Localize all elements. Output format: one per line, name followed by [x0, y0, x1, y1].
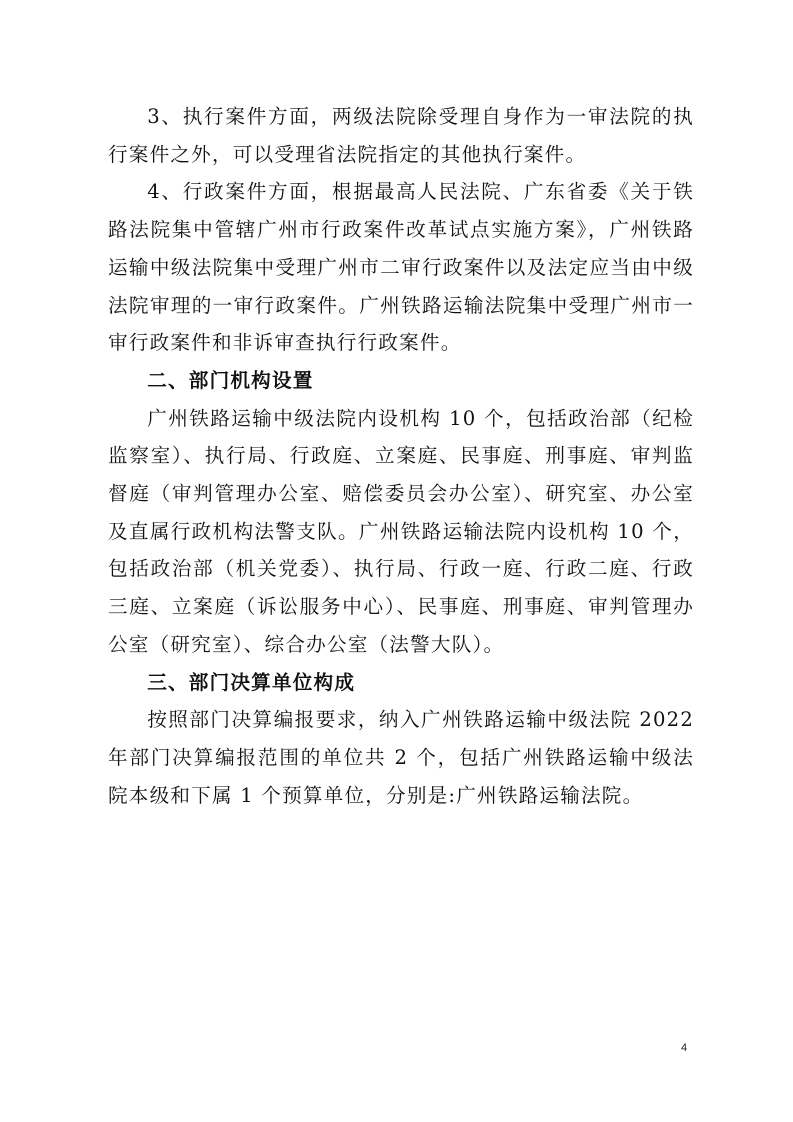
paragraph-administrative-cases: 4、行政案件方面，根据最高人民法院、广东省委《关于铁路法院集中管辖广州市行政案件改革试点实施方案》，广州铁路运输中级法院集中受理广州市二审行政案件以及法定应当由中级法院审理的一审行政案件。广州铁路运输法院集中受理广州市一审行政案件和非诉审查执行行政案件。: [108, 180, 694, 355]
paragraph-budget-units: 按照部门决算编报要求，纳入广州铁路运输中级法院 2022 年部门决算编报范围的单位共 2 个，包括广州铁路运输中级法院本级和下属 1 个预算单位，分别是:广州铁路运输法院。: [108, 708, 694, 807]
section-heading-budget-units: 三、部门决算单位构成: [147, 670, 356, 694]
section-heading-organization: 二、部门机构设置: [147, 368, 314, 392]
paragraph-internal-departments: 广州铁路运输中级法院内设机构 10 个，包括政治部（纪检监察室）、执行局、行政庭、立案庭、民事庭、刑事庭、审判监督庭（审判管理办公室、赔偿委员会办公室）、研究室、办公室及直属行政机构法警支队。广州铁路运输法院内设机构 10 个，包括政治部（机关党委）、执行局、行政一庭、行政二庭、行政三庭、立案庭（诉讼服务中心）、民事庭、刑事庭、审判管理办公室（研究室）、综合办公室（法警大队）。: [108, 406, 694, 656]
page-number: 4: [681, 1042, 688, 1054]
document-body: [108, 98, 694, 814]
paragraph-enforcement-cases: 3、执行案件方面，两级法院除受理自身作为一审法院的执行案件之外，可以受理省法院指定的其他执行案件。: [108, 105, 694, 166]
